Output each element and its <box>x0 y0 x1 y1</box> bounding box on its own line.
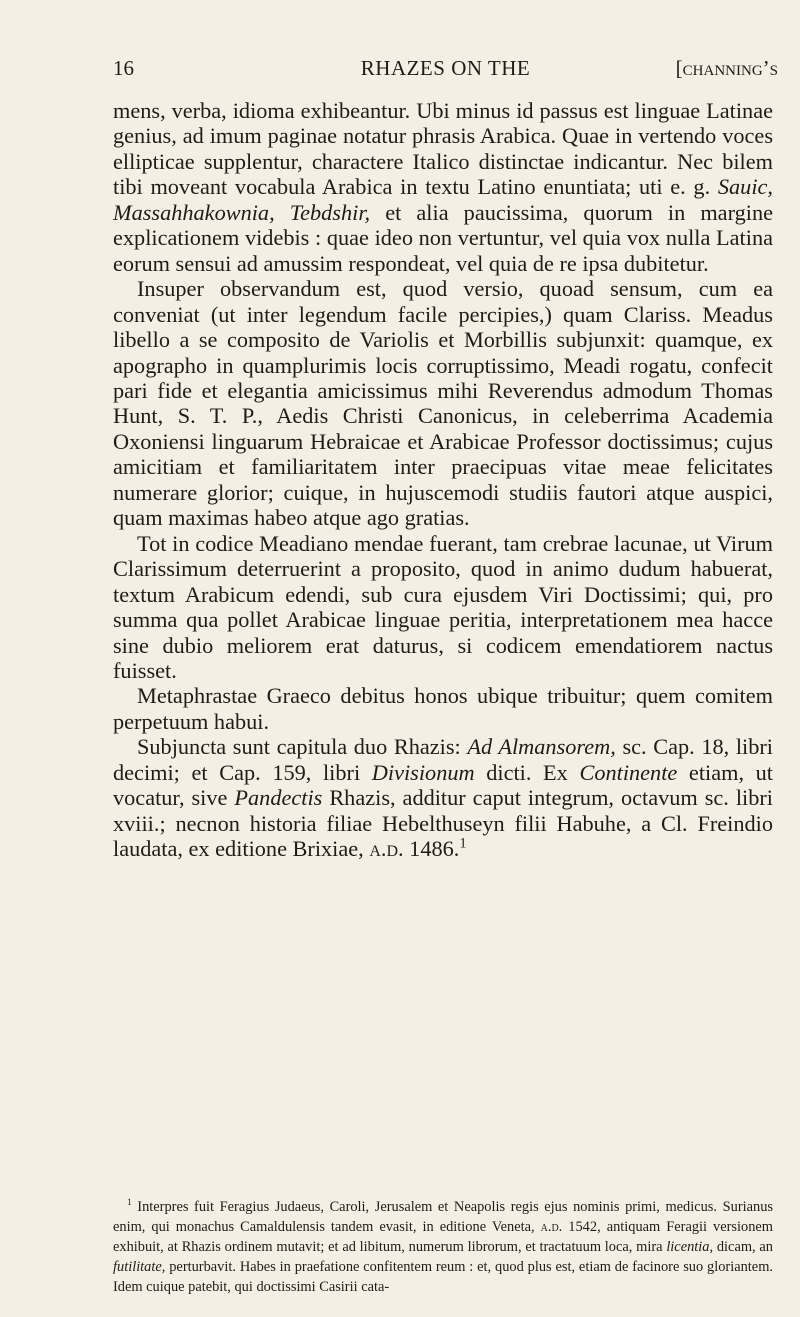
running-author: [channing’s <box>675 56 778 80</box>
paragraph <box>113 98 773 276</box>
paragraph <box>113 276 773 531</box>
text-run: Rhazis, additur caput integrum, octavum sc. libri xviii.; necnon historia filiae Hebelthuseyn filii Habuhe, a Cl. Freindio laudata, ex editione Brixiae, <box>113 785 773 862</box>
text-run: sc. Cap. 18, libri decimi; et Cap. 159, libri <box>113 734 773 785</box>
paragraph <box>113 531 773 684</box>
text-run: Insuper observandum est, quod versio, quoad sensum, cum ea conveniat (ut inter legendum facile percipies,) quam Clariss. Meadus libello a se composito de Variolis et Morbillis subjunxit: quamque, ex apographo in quamplurimis locis corruptissimo, Meadi rogatu, confecit pari fide et elegantia amicissimus mihi Reverendus admodum Thomas Hunt, S. T. P., Aedis Christi Canonicus, in celeberrima Academia Oxoniensi linguarum Hebraicae et Arabicae Professor doctissimus; cujus amicitiam et familiaritatem inter praecipuas vitae meae felicitates numerare glorior; cuique, in hujuscemodi studiis fautori atque auspici, quam maximas habeo atque ago gratias. <box>113 276 773 531</box>
text-run: 1486. <box>403 836 460 862</box>
text-run: 1542, antiquam Feragii versionem exhibuit, at Rhazis ordinem mutavit; et ad libitum, numerum librorum, et tractatuum loca, mira <box>113 1219 773 1255</box>
page-number: 16 <box>113 56 134 80</box>
text-run: mens, verba, idioma exhibeantur. Ubi minus id passus est linguae Latinae genius, ad imum paginae notatur phrasis Arabica. Quae in vertendo voces ellipticae supplentur, charactere Italico distinctae indicantur. Nec bilem tibi moveant vocabula Arabica in textu Latino enuntiata; uti e. g. <box>113 98 773 200</box>
footnotes <box>113 1197 773 1297</box>
paragraph <box>113 683 773 734</box>
main-text <box>113 98 773 862</box>
text-run: Metaphrastae Graeco debitus honos ubique tribuitur; quem comitem perpetuum habui. <box>113 683 773 734</box>
italic-text: Divisionum <box>371 759 475 785</box>
italic-text: futilitate, <box>113 1259 166 1275</box>
italic-text: Ad Almansorem, <box>467 734 616 760</box>
running-header <box>113 56 778 86</box>
text-run: etiam, ut vocatur, sive <box>113 759 773 811</box>
italic-text: Sauic, Massahhakownia, Tebdshir, <box>113 174 773 225</box>
footnote-marker: 1 <box>459 835 467 852</box>
text-run: perturbavit. Habes in praefatione confitentem reum : et, quod plus est, etiam de facinore suo gloriantem. Idem cuique patebit, qui doctissimi Casirii cata- <box>113 1259 773 1295</box>
italic-text: Continente <box>579 759 678 785</box>
text-run: Subjuncta sunt capitula duo Rhazis: <box>137 734 468 760</box>
text-run: et alia paucissima, quorum in margine explicationem videbis : quae ideo non vertuntur, vel quia vox nulla Latina eorum sensui ad amussim respondeat, vel quia de re ipsa dubitetur. <box>113 199 773 276</box>
text-run: a.d. <box>369 836 404 862</box>
paragraph <box>113 734 773 861</box>
running-title: RHAZES ON THE <box>360 56 531 80</box>
footnote <box>113 1197 773 1297</box>
footnote-marker: 1 <box>127 1198 132 1209</box>
italic-text: Pandectis <box>234 785 323 811</box>
italic-text: licentia, <box>666 1239 714 1255</box>
text-run: Tot in codice Meadiano mendae fuerant, tam crebrae lacunae, ut Virum Clarissimum deterruerint a proposito, quod in animo dudum habuerat, textum Arabicum edendi, sub cura ejusdem Viri Doctissimi; qui, pro summa qua pollet Arabicae linguae peritia, interpretationem mea hacce sine dubio meliorem erat daturus, si codicem emendatiorem nactus fuisset. <box>113 530 773 683</box>
text-run: dicti. Ex <box>474 759 580 785</box>
text-run: dicam, an <box>713 1239 773 1255</box>
text-run: Interpres fuit Feragius Judaeus, Caroli, Jerusalem et Neapolis regis ejus nominis primi, medicus. Surianus enim, qui monachus Camaldulensis tandem evasit, in editione Veneta, <box>113 1199 773 1235</box>
text-run: a.d. <box>540 1219 563 1235</box>
